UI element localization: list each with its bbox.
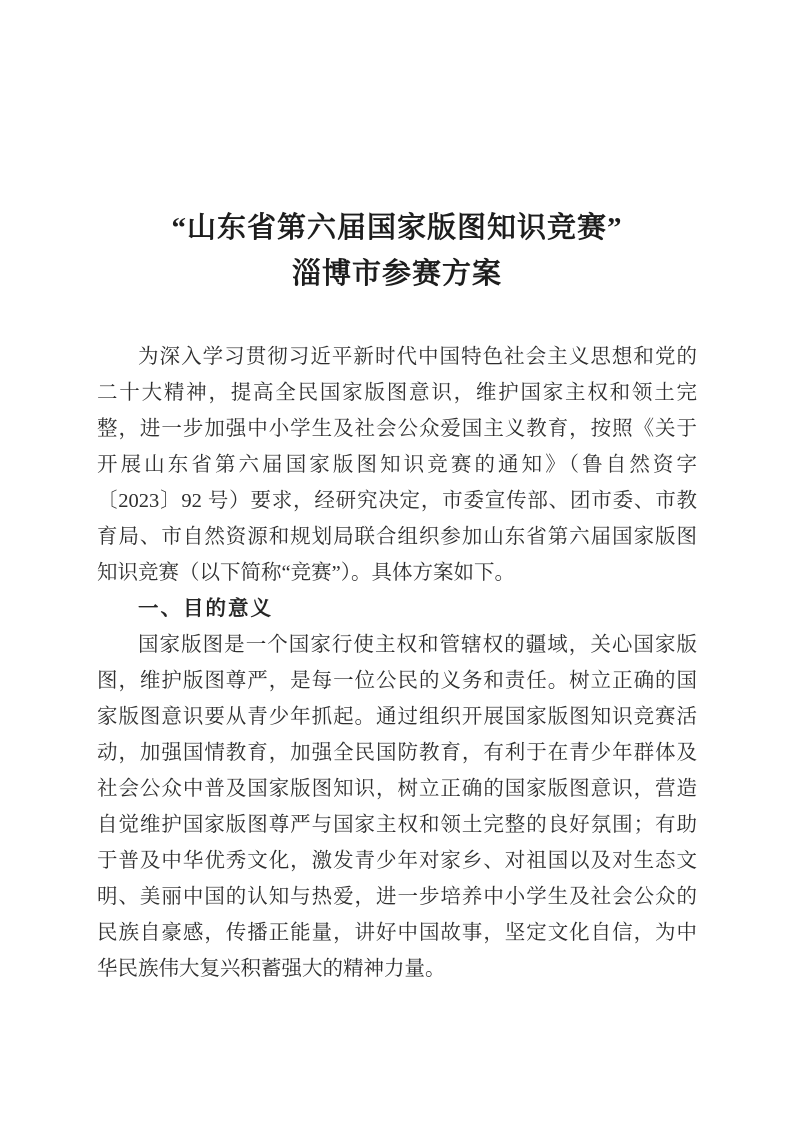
paragraph-line: 为深入学习贯彻习近平新时代中国特色社会主义思想和党的	[138, 346, 697, 368]
section-heading-purpose: 一、目的意义	[138, 597, 273, 620]
paragraph-line: 民族自豪感，传播正能量，讲好中国故事，坚定文化自信，为中	[97, 922, 697, 944]
paragraph-line: 整，进一步加强中小学生及社会公众爱国主义教育，按照《关于	[97, 418, 697, 440]
paragraph-line: 华民族伟大复兴积蓄强大的精神力量。	[97, 958, 446, 980]
paragraph-line: 自觉维护国家版图尊严与国家主权和领土完整的良好氛围；有助	[97, 814, 697, 836]
paragraph-line: 于普及中华优秀文化，激发青少年对家乡、对祖国以及对生态文	[97, 850, 697, 872]
paragraph-line: 家版图意识要从青少年抓起。通过组织开展国家版图知识竞赛活	[97, 706, 697, 728]
document-body	[97, 339, 697, 987]
document-title-line-1: “山东省第六届国家版图知识竞赛”	[171, 212, 623, 244]
document-title	[0, 0, 794, 297]
paragraph-line: 图，维护版图尊严，是每一位公民的义务和责任。树立正确的国	[97, 670, 697, 692]
paragraph-line: 知识竞赛（以下简称“竞赛”）。具体方案如下。	[97, 562, 515, 584]
paragraph-line: 〔2023〕92 号）要求，经研究决定，市委宣传部、团市委、市教	[97, 490, 697, 512]
document-title-line-2: 淄博市参赛方案	[291, 258, 502, 290]
paragraph-line: 明、美丽中国的认知与热爱，进一步培养中小学生及社会公众的	[97, 886, 697, 908]
paragraph-line: 开展山东省第六届国家版图知识竞赛的通知》（鲁自然资字	[97, 454, 697, 476]
paragraph-line: 二十大精神，提高全民国家版图意识，维护国家主权和领土完	[97, 382, 697, 404]
intro-paragraph	[97, 339, 697, 591]
purpose-paragraph	[97, 627, 697, 987]
paragraph-line: 动，加强国情教育，加强全民国防教育，有利于在青少年群体及	[97, 742, 697, 764]
paragraph-line: 国家版图是一个国家行使主权和管辖权的疆域，关心国家版	[138, 634, 697, 656]
paragraph-line: 育局、市自然资源和规划局联合组织参加山东省第六届国家版图	[97, 526, 697, 548]
paragraph-line: 社会公众中普及国家版图知识，树立正确的国家版图意识，营造	[97, 778, 697, 800]
